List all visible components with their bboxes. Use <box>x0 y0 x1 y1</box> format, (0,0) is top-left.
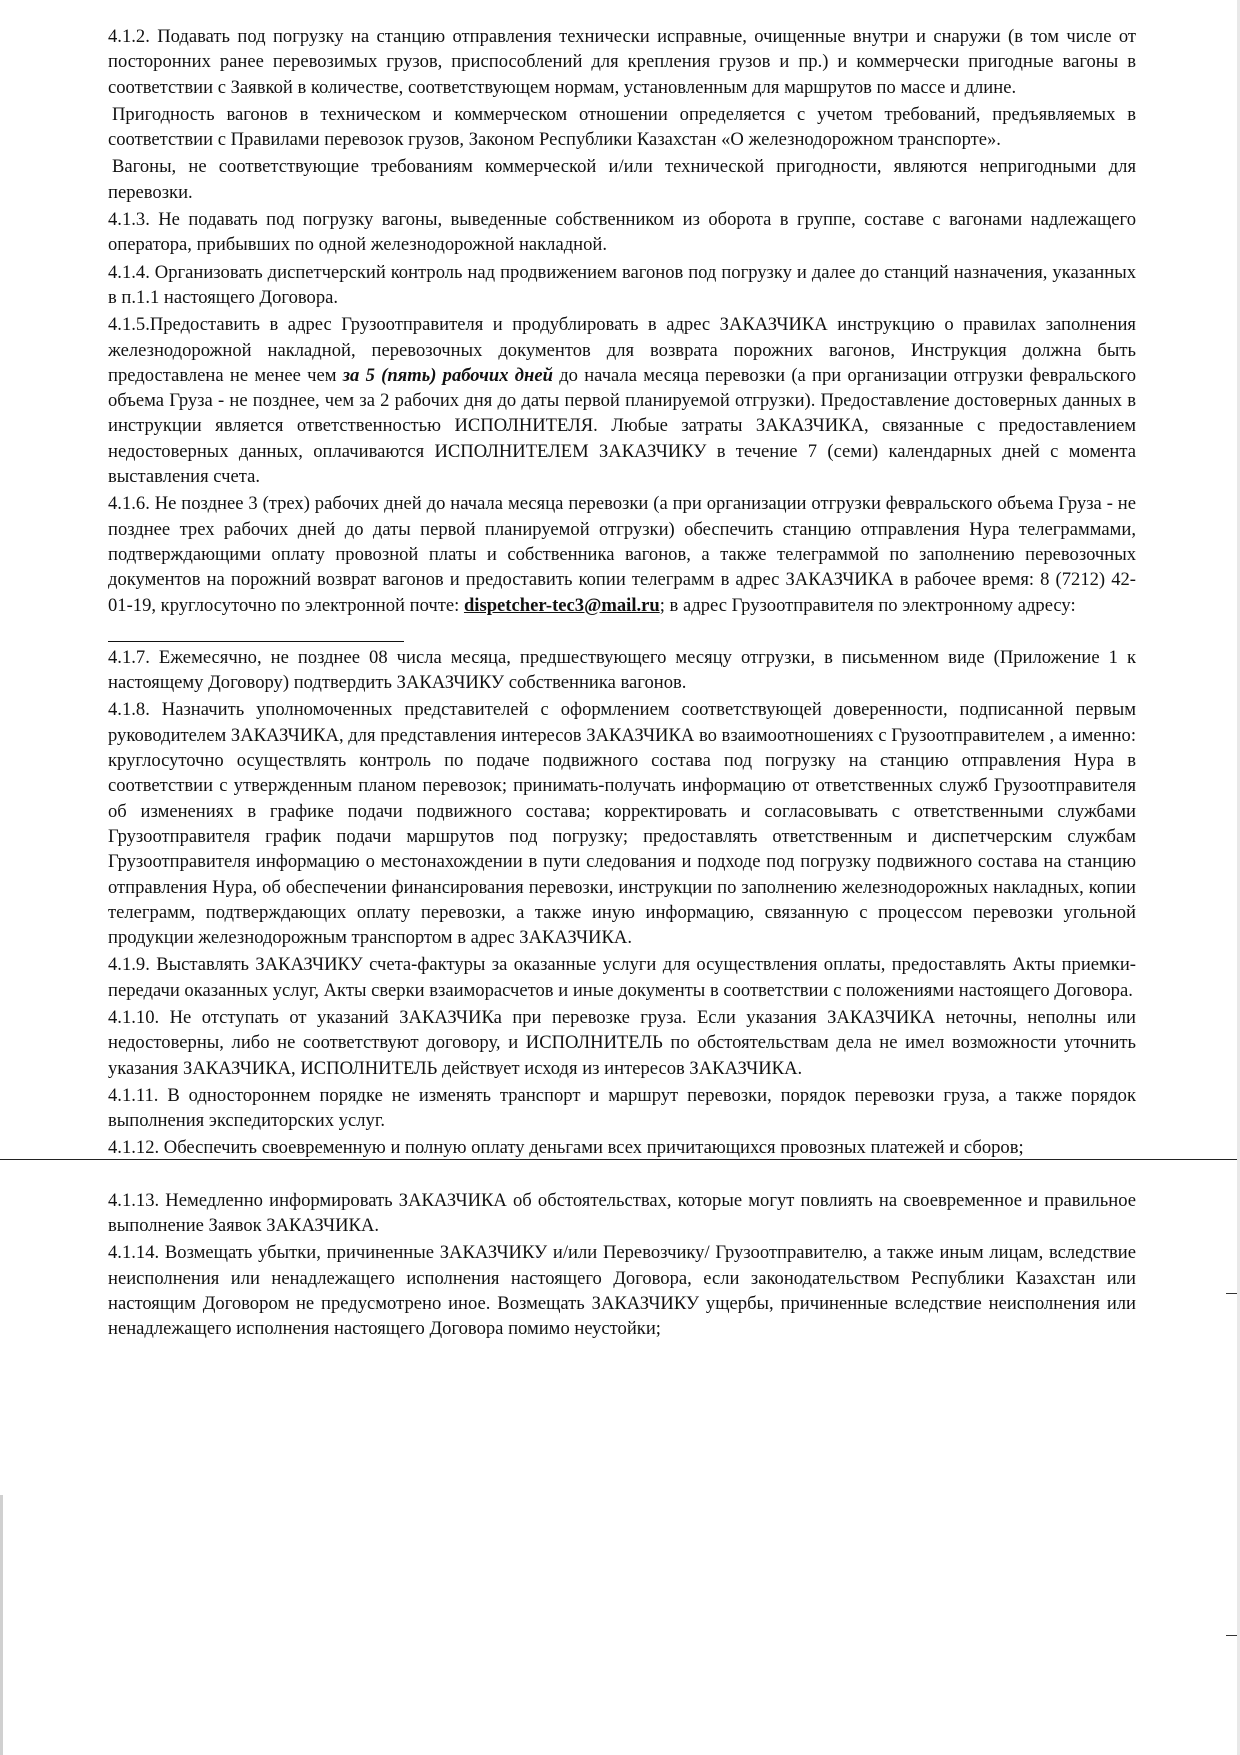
clause-4-1-5-deadline: за 5 (пять) рабочих дней <box>342 364 553 386</box>
separator-rule <box>108 641 404 642</box>
clause-4-1-2: 4.1.2. Подавать под погрузку на станцию отправления технически исправные, очищенные внутри и снаружи (в том числе от посторонних ранее перевозимых грузов, приспособлений для крепления грузов и пр.) и коммерчески пригодные вагоны в соответствии с Заявкой в количестве, соответствующем нормам, установленным для маршрутов по массе и длине. <box>108 26 1136 98</box>
clause-4-1-10: 4.1.10. Не отступать от указаний ЗАКАЗЧИКа при перевозке груза. Если указания ЗАКАЗЧИКА неточны, неполны или недостоверны, либо не соответствуют договору, и ИСПОЛНИТЕЛЬ по обстоятельствам дела не имел возможности уточнить указания ЗАКАЗЧИКА, ИСПОЛНИТЕЛЬ действует исходя из интересов ЗАКАЗЧИКА. <box>108 1006 1136 1079</box>
clause-4-1-7: 4.1.7. Ежемесячно, не позднее 08 числа месяца, предшествующего месяцу отгрузки, в письменном виде (Приложение 1 к настоящему Договору) подтвердить ЗАКАЗЧИКУ собственника вагонов. <box>108 646 1136 694</box>
clause-4-1-4: 4.1.4. Организовать диспетчерский контроль над продвижением вагонов под погрузку и далее до станций назначения, указанных в п.1.1 настоящего Договора. <box>108 261 1136 308</box>
document-page <box>108 24 1136 1344</box>
clause-4-1-12: 4.1.12. Обеспечить своевременную и полную оплату деньгами всех причитающихся провозных платежей и сборов; <box>108 1137 1024 1159</box>
clause-4-1-6 <box>108 491 1136 617</box>
blank-gap <box>108 1163 1136 1188</box>
clause-4-1-14: 4.1.14. Возмещать убытки, причиненные ЗАКАЗЧИКУ и/или Перевозчику/ Грузоотправителю, а также иным лицам, вследствие неисполнения или ненадлежащего исполнения настоящего Договора, если законодательством Республики Казахстан или настоящим Договором не предусмотрено иное. Возмещать ЗАКАЗЧИКУ ущербы, причиненные вследствие неисполнения или ненадлежащего исполнения настоящего Договора помимо неустойки; <box>108 1242 1136 1340</box>
clause-4-1-13: 4.1.13. Немедленно информировать ЗАКАЗЧИКА об обстоятельствах, которые могут повлиять на своевременное и правильное выполнение Заявок ЗАКАЗЧИКА. <box>108 1189 1136 1237</box>
scan-left-edge <box>0 1495 3 1755</box>
clause-4-1-2-suitability: Пригодность вагонов в техническом и коммерческом отношении определяется с учетом требований, предъявляемых в соответствии с Правилами перевозок грузов, Законом Республики Казахстан «О железнодорожном транспорте». <box>108 103 1136 151</box>
clause-4-1-5-text-b: до начала месяца перевозки (а при организации отгрузки февральского объема Груза - не позднее, чем за 2 рабочих дня до даты первой планируемой отгрузки). Предоставление достоверных данных в инструкции является ответственностью ИСПОЛНИТЕЛЯ. Любые затраты ЗАКАЗЧИКА, связанные с предоставлением недостоверных данных, оплачиваются ИСПОЛНИТЕЛЕМ ЗАКАЗЧИКУ в течение 7 (семи) календарных дней с момента выставления счета. <box>108 364 1137 488</box>
clause-4-1-6-text-a: 4.1.6. Не позднее 3 (трех) рабочих дней до начала месяца перевозки (а при организации отгрузки февральского объема Груза - не позднее трех рабочих дней до даты первой планируемой отгрузки) обеспечить станцию отправления Нура телеграммами, подтверждающими оплату провозной платы и собственника вагонов, а также телеграммой по заполнению перевозочных документов на порожний возврат вагонов и предоставить копии телеграмм в адрес ЗАКАЗЧИКА в рабочее время: 8 (7212) 42-01-19, круглосуточно по электронной почте: <box>108 493 1136 616</box>
scan-artifact-line <box>0 1159 1240 1160</box>
clause-4-1-2-unfit-wagons: Вагоны, не соответствующие требованиям коммерческой и/или технической пригодности, являются непригодными для перевозки. <box>108 156 1136 203</box>
clause-4-1-9: 4.1.9. Выставлять ЗАКАЗЧИКУ счета-фактуры за оказанные услуги для осуществления оплаты, предоставлять Акты приемки-передачи оказанных услуг, Акты сверки взаиморасчетов и иные документы в соответствии с положениями настоящего Договора. <box>108 954 1136 1001</box>
clause-4-1-5 <box>108 312 1136 489</box>
clause-4-1-5-text-a: 4.1.5.Предоставить в адрес Грузоотправителя и продублировать в адрес ЗАКАЗЧИКА инструкцию о правилах заполнения железнодорожной накладной, перевозочных документов для возврата порожних вагонов, Инструкция должна быть предоставлена не менее чем <box>108 314 1136 386</box>
clause-4-1-11: 4.1.11. В одностороннем порядке не изменять транспорт и маршрут перевозки, порядок перевозки груза, а также порядок выполнения экспедиторских услуг. <box>108 1084 1136 1132</box>
dispatcher-email-link[interactable]: dispetcher-tec3@mail.ru <box>463 594 660 616</box>
clause-4-1-6-text-b: ; в адрес Грузоотправителя по электронному адресу: <box>659 594 1076 616</box>
clause-4-1-8: 4.1.8. Назначить уполномоченных представителей с оформлением соответствующей доверенности, подписанной первым руководителем ЗАКАЗЧИКА, для представления интересов ЗАКАЗЧИКА во взаимоотношениях с Грузоотправителем , а именно: круглосуточно осуществлять контроль по подаче подвижного состава под погрузку на станцию отправления Нура в соответствии с утвержденным планом перевозок; принимать-получать информацию от ответственных служб Грузоотправителя об изменениях в графике подачи подвижного состава; корректировать и согласовывать с ответственными службами Грузоотправителя график подачи маршрутов под погрузку; предоставлять ответственным и диспетчерским службам Грузоотправителя информацию о местонахождении в пути следования и подходе под погрузку подвижного состава на станцию отправления Нура, об обеспечении финансирования перевозки, инструкции по заполнению железнодорожных накладных, копии телеграмм, подтверждающих оплату перевозки, а также иную информацию, связанную с процессом перевозки угольной продукции железнодорожным транспортом в адрес ЗАКАЗЧИКА. <box>108 699 1136 949</box>
clause-4-1-3: 4.1.3. Не подавать под погрузку вагоны, выведенные собственником из оборота в группе, составе с вагонами надлежащего оператора, прибывших по одной железнодорожной накладной. <box>108 209 1136 256</box>
